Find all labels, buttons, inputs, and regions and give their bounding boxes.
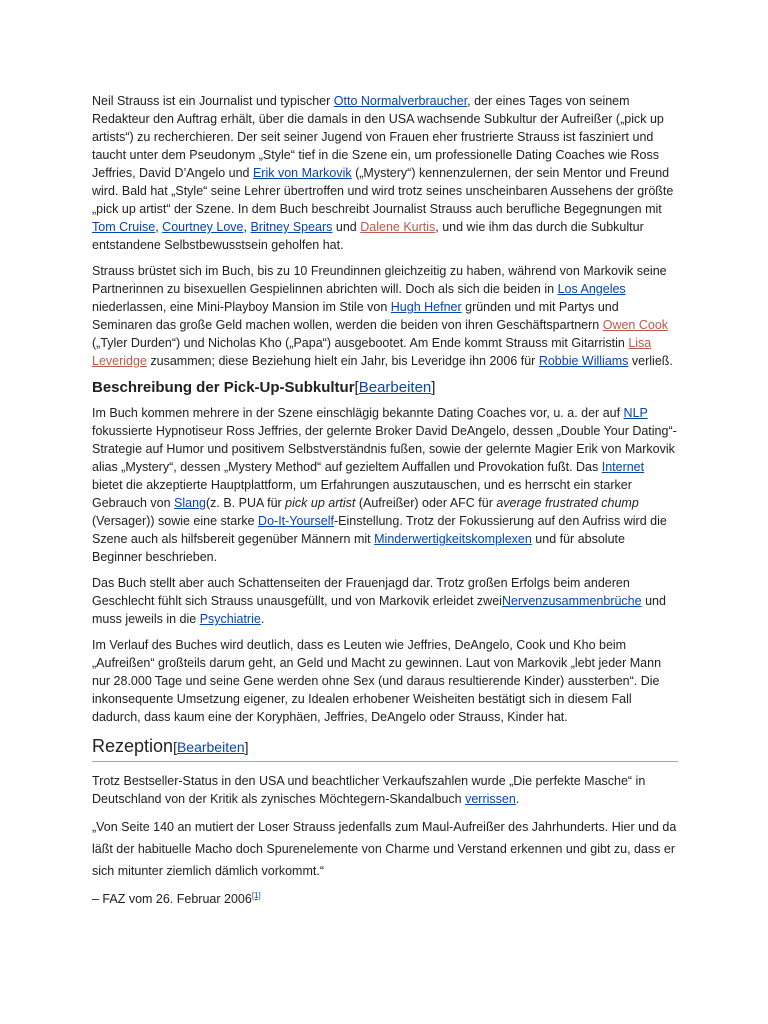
heading-rezeption: Rezeption[Bearbeiten] — [92, 734, 678, 762]
paragraph-geld-macht: Im Verlauf des Buches wird deutlich, dass es Leuten wie Jeffries, DeAngelo, Cook und Kho beim „Aufreißen“ großteils darum geht, an Geld und Macht zu gewinnen. Laut von Markovik „lebt jeder Mann nur 28.000 Tage und seine Gene werden ohne Sex (und daraus resultierende Kinder) aussterben“. Die inkonsequente Umsetzung eigener, zu Idealen erhobener Weisheiten bestätigt sich in diesem Fall dadurch, dass kaum eine der Koryphäen, Jeffries, DeAngelo oder Strauss, Kinder hat. — [92, 638, 662, 724]
paragraph-rezeption: Trotz Bestseller-Status in den USA und beachtlicher Verkaufszahlen wurde „Die perfekte Masche“ in Deutschland von der Kritik als zynisches Möchtegern-Skandalbuch verrissen. — [92, 774, 646, 806]
paragraph-schattenseiten: Das Buch stellt aber auch Schattenseiten der Frauenjagd dar. Trotz großen Erfolgs beim anderen Geschlecht fühlt sich Strauss unausgefüllt, und von Markovik erleidet zweiNervenzusammenbrüche und muss jeweils in die Psychiatrie. — [92, 576, 666, 626]
paragraph-coaches: Im Buch kommen mehrere in der Szene einschlägig bekannte Dating Coaches vor, u. a. der auf NLP fokussierte Hypnotiseur Ross Jeffries, der gelernte Broker David DeAngelo, dessen „Double Your Dating“-Strategie auf Humor und positivem Selbstverständnis fußen, sowie der gelernte Magier Erik von Markovik alias „Mystery“, dessen „Mystery Method“ auf gezieltem Auffallen und Provokation fußt. Das Internet bietet die akzeptierte Hauptplattform, um Erfahrungen auszutauschen, und es herrscht ein starker Gebrauch von Slang(z. B. PUA für pick up artist (Aufreißer) oder AFC für average frustrated chump (Versager)) sowie eine starke Do-It-Yourself-Einstellung. Trotz der Fokussierung auf den Aufriss wird die Szene auch als hilfsbereit gegenüber Männern mit Minderwertigkeitskomplexen und für absolute Beginner beschrieben. — [92, 406, 677, 564]
quote-text: „Von Seite 140 an mutiert der Loser Strauss jedenfalls zum Maul-Aufreißer des Jahrhunderts. Hier und da läßt der habituelle Macho doch Spurenelemente von Charme und Verstand erkennen und gibt zu, dass er sich mitunter ziemlich dämlich vorkommt.“ — [92, 820, 677, 878]
heading-subkultur: Beschreibung der Pick-Up-Subkultur[Bearbeiten] — [92, 379, 436, 396]
link-minderwertigkeitskomplexen[interactable]: Minderwertigkeitskomplexen — [374, 532, 532, 546]
paragraph-plot: Neil Strauss ist ein Journalist und typischer Otto Normalverbraucher, der eines Tages von seinem Redakteur den Auftrag erhält, über die damals in den USA wachsende Subkultur der Aufreißer („pick up artists“) zu recherchieren. Der seit seiner Jugend von Frauen eher frustrierte Strauss ist fasziniert und taucht unter dem Pseudonym „Style“ tief in die Szene ein, um professionelle Dating Coaches wie Ross Jeffries, David D’Angelo und Erik von Markovik („Mystery“) kennenzulernen, der sein Mentor und Freund wird. Bald hat „Style“ seine Lehrer übertroffen und wird trotz seines unscheinbaren Aussehens der größte „pick up artist“ der Szene. In dem Buch beschreibt Journalist Strauss auch berufliche Begegnungen mit Tom Cruise, Courtney Love, Britney Spears und Dalene Kurtis, und wie ihm das durch die Subkultur entstandene Selbstbewusstsein geholfen hat. — [92, 94, 674, 252]
link-nlp[interactable]: NLP — [623, 406, 648, 420]
link-otto-normalverbraucher[interactable]: Otto Normalverbraucher — [333, 94, 468, 108]
link-verrissen[interactable]: verrissen — [465, 792, 516, 806]
paragraph-plot-2: Strauss brüstet sich im Buch, bis zu 10 Freundinnen gleichzeitig zu haben, während von Markovik seine Partnerinnen zu bisexuellen Gespielinnen abrichten will. Doch als sich die beiden in Los Angeles niederlassen, eine Mini-Playboy Mansion im Stile von Hugh Hefner gründen und mit Partys und Seminaren das große Geld machen wollen, werden die beiden von ihren Geschäftspartnern Owen Cook („Tyler Durden“) und Nicholas Kho („Papa“) ausgebootet. Am Ende kommt Strauss mit Gitarristin Lisa Leveridge zusammen; diese Beziehung hielt ein Jahr, bis Leveridge ihn 2006 für Robbie Williams verließ. — [92, 264, 673, 368]
link-hugh-hefner[interactable]: Hugh Hefner — [390, 300, 462, 314]
link-lisa-leveridge[interactable]: Lisa Leveridge — [92, 336, 652, 368]
link-owen-cook[interactable]: Owen Cook — [602, 318, 669, 332]
edit-section-rezeption: [Bearbeiten] — [173, 739, 249, 755]
link-los-angeles[interactable]: Los Angeles — [557, 282, 626, 296]
reference-link-1[interactable]: [1] — [251, 890, 261, 900]
link-psychiatrie[interactable]: Psychiatrie — [199, 612, 261, 626]
link-robbie-williams[interactable]: Robbie Williams — [538, 354, 629, 368]
link-britney-spears[interactable]: Britney Spears — [250, 220, 333, 234]
edit-section-subkultur: [Bearbeiten] — [354, 379, 436, 396]
link-nervenzusammenbrueche[interactable]: Nervenzusammenbrüche — [501, 594, 642, 608]
blockquote-faz — [92, 816, 678, 882]
edit-link-subkultur[interactable]: Bearbeiten — [358, 379, 432, 396]
link-internet[interactable]: Internet — [601, 460, 645, 474]
edit-link-rezeption[interactable]: Bearbeiten — [176, 739, 245, 755]
article-content — [92, 92, 678, 916]
quote-source: – FAZ vom 26. Februar 2006[1] — [92, 890, 261, 906]
link-courtney-love[interactable]: Courtney Love — [162, 220, 244, 234]
link-dalene-kurtis[interactable]: Dalene Kurtis — [360, 220, 436, 234]
link-erik-von-markovik[interactable]: Erik von Markovik — [252, 166, 352, 180]
link-do-it-yourself[interactable]: Do-It-Yourself — [258, 514, 335, 528]
link-tom-cruise[interactable]: Tom Cruise — [92, 220, 156, 234]
link-slang[interactable]: Slang — [174, 496, 206, 510]
